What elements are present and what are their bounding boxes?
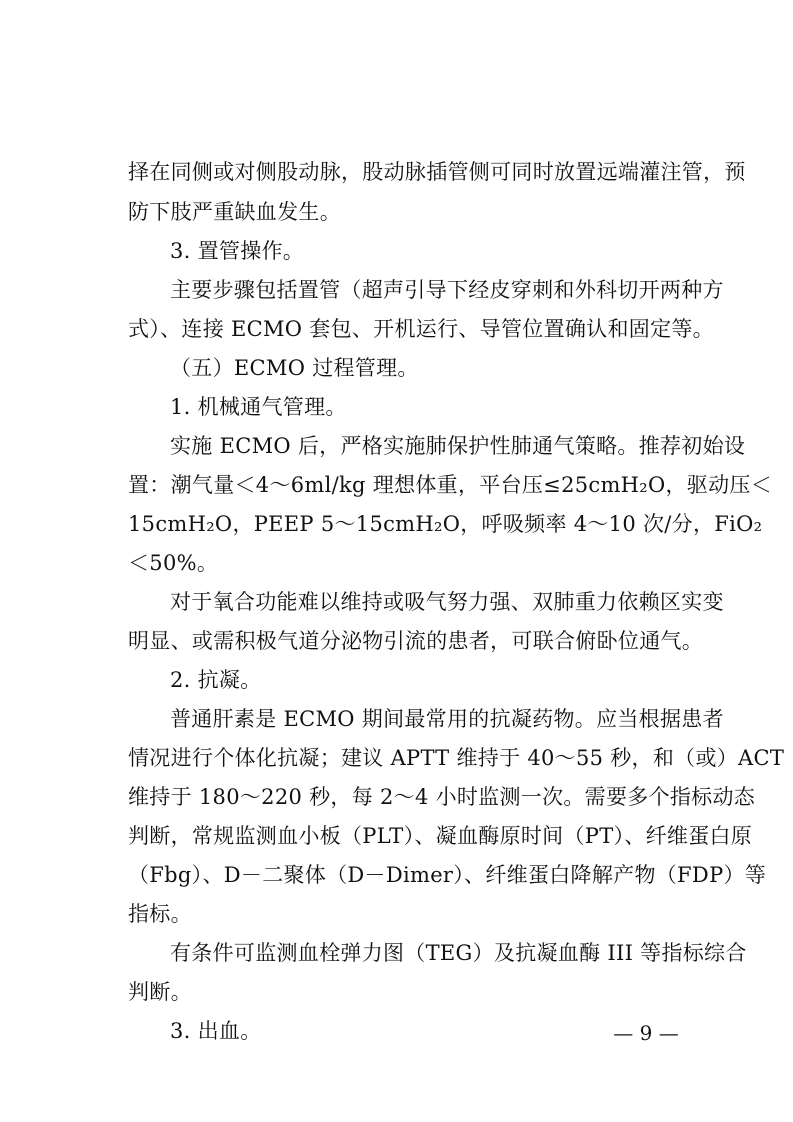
- section-heading: 3. 置管操作。: [170, 239, 305, 263]
- paragraph-line: 对于氧合功能难以维持或吸气努力强、双肺重力依赖区实变: [170, 590, 724, 614]
- section-heading: （五）ECMO 过程管理。: [170, 356, 419, 380]
- section-heading: 3. 出血。: [170, 1019, 262, 1043]
- paragraph-line: 明显、或需积极气道分泌物引流的患者，可联合俯卧位通气。: [128, 629, 704, 653]
- paragraph-line: 主要步骤包括置管（超声引导下经皮穿刺和外科切开两种方: [170, 278, 724, 302]
- paragraph-line: 实施 ECMO 后，严格实施肺保护性肺通气策略。推荐初始设: [170, 434, 746, 458]
- paragraph-line: 有条件可监测血栓弹力图（TEG）及抗凝血酶 III 等指标综合: [170, 941, 747, 965]
- paragraph-line: 指标。: [128, 902, 192, 926]
- section-heading: 1. 机械通气管理。: [170, 395, 347, 419]
- paragraph-line: ＜50%。: [128, 551, 219, 575]
- paragraph-line: 15cmH₂O，PEEP 5～15cmH₂O，呼吸频率 4～10 次/分，FiO₂: [128, 512, 763, 536]
- paragraph-line: 置：潮气量＜4～6ml/kg 理想体重，平台压≤25cmH₂O，驱动压＜: [128, 473, 773, 497]
- paragraph-line: 择在同侧或对侧股动脉，股动脉插管侧可同时放置远端灌注管，预: [128, 160, 746, 184]
- paragraph-line: 式）、连接 ECMO 套包、开机运行、导管位置确认和固定等。: [128, 317, 714, 341]
- paragraph-line: 情况进行个体化抗凝；建议 APTT 维持于 40～55 秒，和（或）ACT: [128, 746, 785, 770]
- section-heading: 2. 抗凝。: [170, 668, 262, 692]
- paragraph-line: 判断，常规监测血小板（PLT）、凝血酶原时间（PT）、纤维蛋白原: [128, 824, 753, 848]
- paragraph-line: 判断。: [128, 980, 192, 1004]
- paragraph-line: 普通肝素是 ECMO 期间最常用的抗凝药物。应当根据患者: [170, 707, 724, 731]
- page-number: — 9 —: [613, 1021, 679, 1045]
- paragraph-line: 维持于 180～220 秒，每 2～4 小时监测一次。需要多个指标动态: [128, 785, 756, 809]
- paragraph-line: 防下肢严重缺血发生。: [128, 200, 341, 224]
- paragraph-line: （Fbg）、D－二聚体（D－Dimer）、纤维蛋白降解产物（FDP）等: [128, 863, 767, 887]
